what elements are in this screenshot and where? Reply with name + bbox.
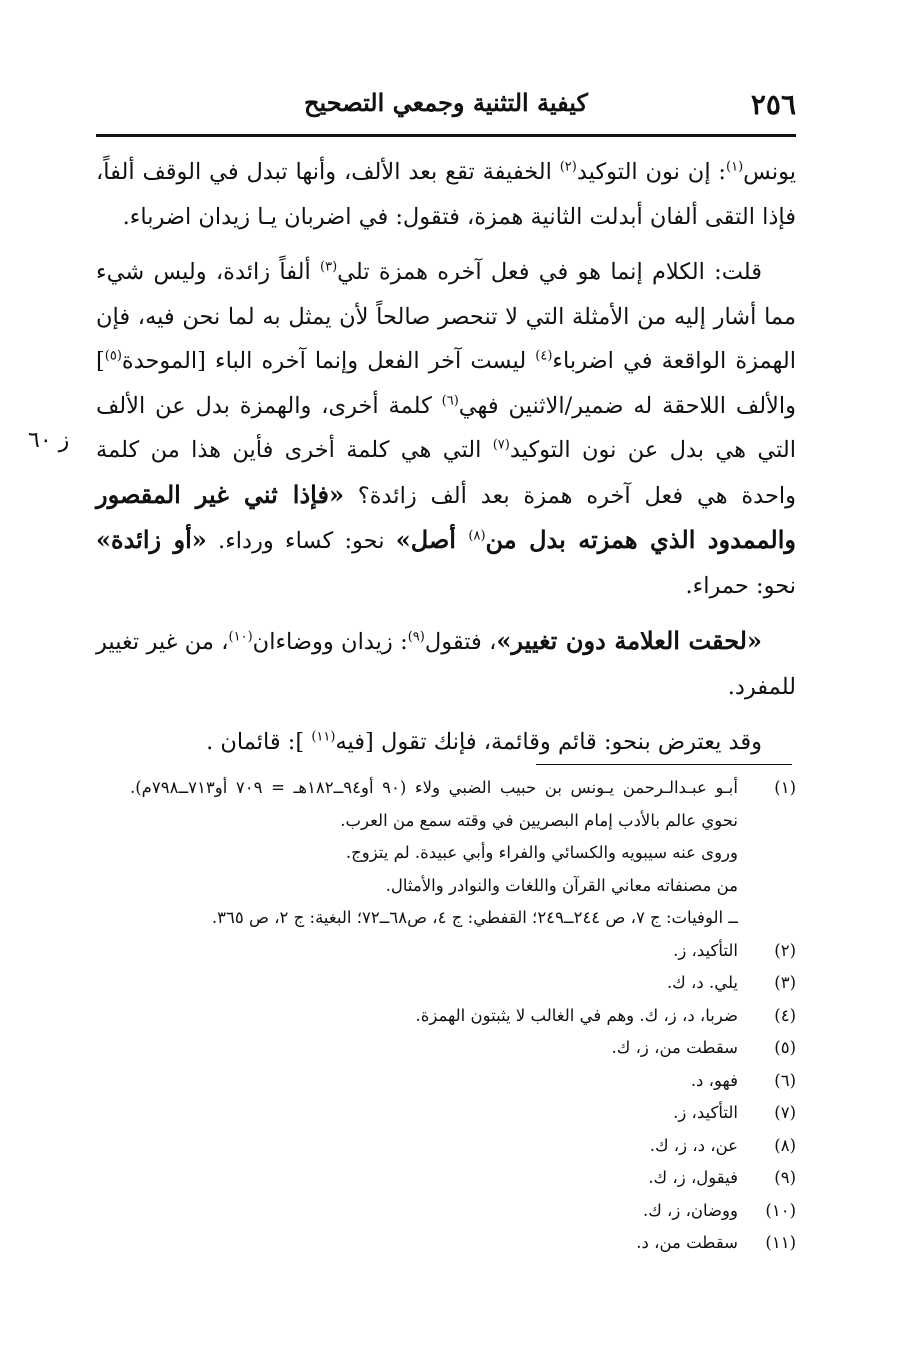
- text-run: قلت: الكلام إنما هو في فعل آخره همزة تلي: [337, 259, 762, 285]
- footnote-number: (٣): [774, 973, 796, 992]
- text-run: ليست آخر الفعل وإنما آخره الباء [الموحدة: [121, 348, 536, 374]
- header-rule: [96, 134, 796, 137]
- footnote-ref: (٨): [468, 528, 486, 544]
- footnote-line: فهو، د.: [690, 1070, 738, 1090]
- footnote-body: [130, 1065, 738, 1098]
- quoted-matn: أصل»: [395, 525, 469, 554]
- paragraph-2: [96, 250, 796, 608]
- footnote-body: [130, 1000, 738, 1033]
- footnote-ref: (١١): [311, 729, 336, 745]
- footnote-line: ــ الوفيات: ج ٧، ص ٢٤٤ــ٢٤٩؛ القفطي: ج ٤، ص٦٨ــ٧٢؛ البغية: ج ٢، ص ٣٦٥.: [211, 908, 738, 927]
- footnote-body: [130, 1130, 738, 1163]
- footnote-number: (٢): [774, 940, 796, 960]
- footnote-body: [130, 935, 738, 968]
- paragraph-3: [96, 619, 796, 709]
- main-text: [96, 150, 796, 765]
- footnote-body: [130, 1227, 738, 1260]
- footnote-ref: (١٠): [228, 629, 253, 645]
- footnote-line: ووضان، ز، ك.: [642, 1200, 738, 1220]
- text-run: التي هي كلمة أخرى فأين هذا من كلمة واحدة هي فعل آخره همزة بعد ألف زائدة؟: [96, 437, 797, 509]
- footnote-body: [130, 1162, 738, 1195]
- text-run: وقد يعترض بنحو: قائم وقائمة، فإنك تقول [فيه: [335, 729, 762, 755]
- footnote: [130, 1000, 796, 1033]
- footnote: [130, 1130, 796, 1163]
- manuscript-folio-note: ز ٦٠: [28, 428, 70, 453]
- footnote-ref: (٦): [441, 393, 459, 408]
- footnote: [130, 1032, 796, 1065]
- footnote: [130, 1097, 796, 1130]
- footnote-number: (١٠): [765, 1200, 796, 1220]
- text-run: كلمة أخرى، والهمزة بدل عن الألف التي هي بدل عن نون التوكيد: [96, 392, 796, 463]
- footnote-line: سقطت من، د.: [636, 1233, 738, 1252]
- footnote-number: (٩): [774, 1168, 796, 1187]
- text-run: نحو: حمراء.: [685, 572, 796, 599]
- footnote-body: [130, 1032, 738, 1065]
- text-run: ألفاً زائدة، وليس شيء مما أشار إليه من الأمثلة التي لا تنحصر صالحاً لأن يمثل به لما نحن فيه، فإن الهمزة الواقعة في اضرباء: [96, 259, 797, 374]
- footnote-ref: (٥): [104, 348, 122, 364]
- footnote-body: [130, 967, 738, 1000]
- footnote-ref: (٤): [535, 348, 553, 364]
- text-run: ] والألف اللاحقة له ضمير/الاثنين فهي: [96, 348, 796, 419]
- footnote-number: (٨): [774, 1135, 796, 1155]
- footnote-line: من مصنفاته معاني القرآن واللغات والنوادر والأمثال.: [385, 875, 738, 895]
- footnote-line: عن، د، ز، ك.: [649, 1135, 738, 1155]
- quoted-matn: «فإذا ثني غير المقصور والممدود الذي همزته بدل من: [96, 479, 796, 554]
- footnote-line: سقطت من، ز، ك.: [611, 1038, 738, 1057]
- footnote-ref: (٢): [559, 159, 577, 175]
- page-header: [96, 84, 796, 128]
- footnote-line: ضربا، د، ز، ك. وهم في الغالب لا يثبتون الهمزة.: [415, 1005, 738, 1025]
- text-run: ، فتقول: [424, 629, 497, 655]
- quoted-matn: «أو زائدة»: [96, 525, 207, 554]
- text-run: ، من غير تغيير للمفرد.: [96, 629, 796, 700]
- footnote-number: (٦): [774, 1070, 796, 1090]
- footnote-ref: (٧): [492, 437, 510, 453]
- text-run: يونس: [743, 159, 796, 185]
- footnote-line: فيقول، ز، ك.: [648, 1168, 738, 1187]
- footnote: [130, 967, 796, 1000]
- footnote-number: (٧): [774, 1103, 796, 1122]
- footnote: [130, 1227, 796, 1260]
- quoted-matn: «لحقت العلامة دون تغيير»: [496, 626, 762, 655]
- footnote-number: (١): [774, 778, 796, 797]
- footnote-ref: (٩): [407, 629, 425, 645]
- text-run: الخفيفة تقع بعد الألف، وأنها تبدل في الوقف ألفاً، فإذا التقى ألفان أبدلت الثانية همزة، فتقول: في اضربان يـا زيدان اضرباء.: [96, 159, 796, 230]
- footnote-line: التأكيد، ز.: [673, 1103, 738, 1122]
- footnote-number: (١١): [765, 1233, 796, 1252]
- footnotes: [130, 772, 796, 1260]
- footnote-number: (٤): [774, 1005, 796, 1025]
- footnote-number: (٥): [774, 1038, 796, 1057]
- text-run: ]: قائمان .: [206, 729, 312, 755]
- footnote-line: أبـو عبـدالـرحمن يـونس بن حبيب الضبي ولاء (٩٠ أو٩٤ــ١٨٢هـ = ٧٠٩ أو٧١٣ــ٧٩٨م). نحوي عالم بالأدب إمام البصريين في وقته سمع من العرب.: [130, 778, 738, 830]
- footnote-separator: [536, 764, 792, 765]
- footnote-line: وروى عنه سيبويه والكسائي والفراء وأبي عبيدة. لم يتزوج.: [345, 843, 738, 862]
- footnote-line: التأكيد، ز.: [673, 940, 738, 960]
- footnote: [130, 1162, 796, 1195]
- footnote: [130, 1195, 796, 1228]
- text-run: نحو: كساء ورداء.: [206, 528, 396, 554]
- footnote-line: يلي. د، ك.: [666, 973, 738, 992]
- footnote-ref: (١): [726, 159, 744, 175]
- footnote-ref: (٣): [320, 259, 338, 275]
- paragraph-4: [96, 720, 796, 765]
- footnote: [130, 1065, 796, 1098]
- text-run: : إن نون التوكيد: [576, 159, 727, 185]
- footnote-body: [130, 772, 738, 935]
- running-title: كيفية التثنية وجمعي التصحيح: [304, 88, 588, 117]
- text-run: : زيدان ووضاءان: [252, 629, 408, 655]
- footnote: [130, 772, 796, 935]
- paragraph-1: [96, 150, 796, 239]
- footnote: [130, 935, 796, 968]
- page-number: ٢٥٦: [750, 88, 796, 121]
- footnote-body: [130, 1195, 738, 1228]
- footnote-body: [130, 1097, 738, 1130]
